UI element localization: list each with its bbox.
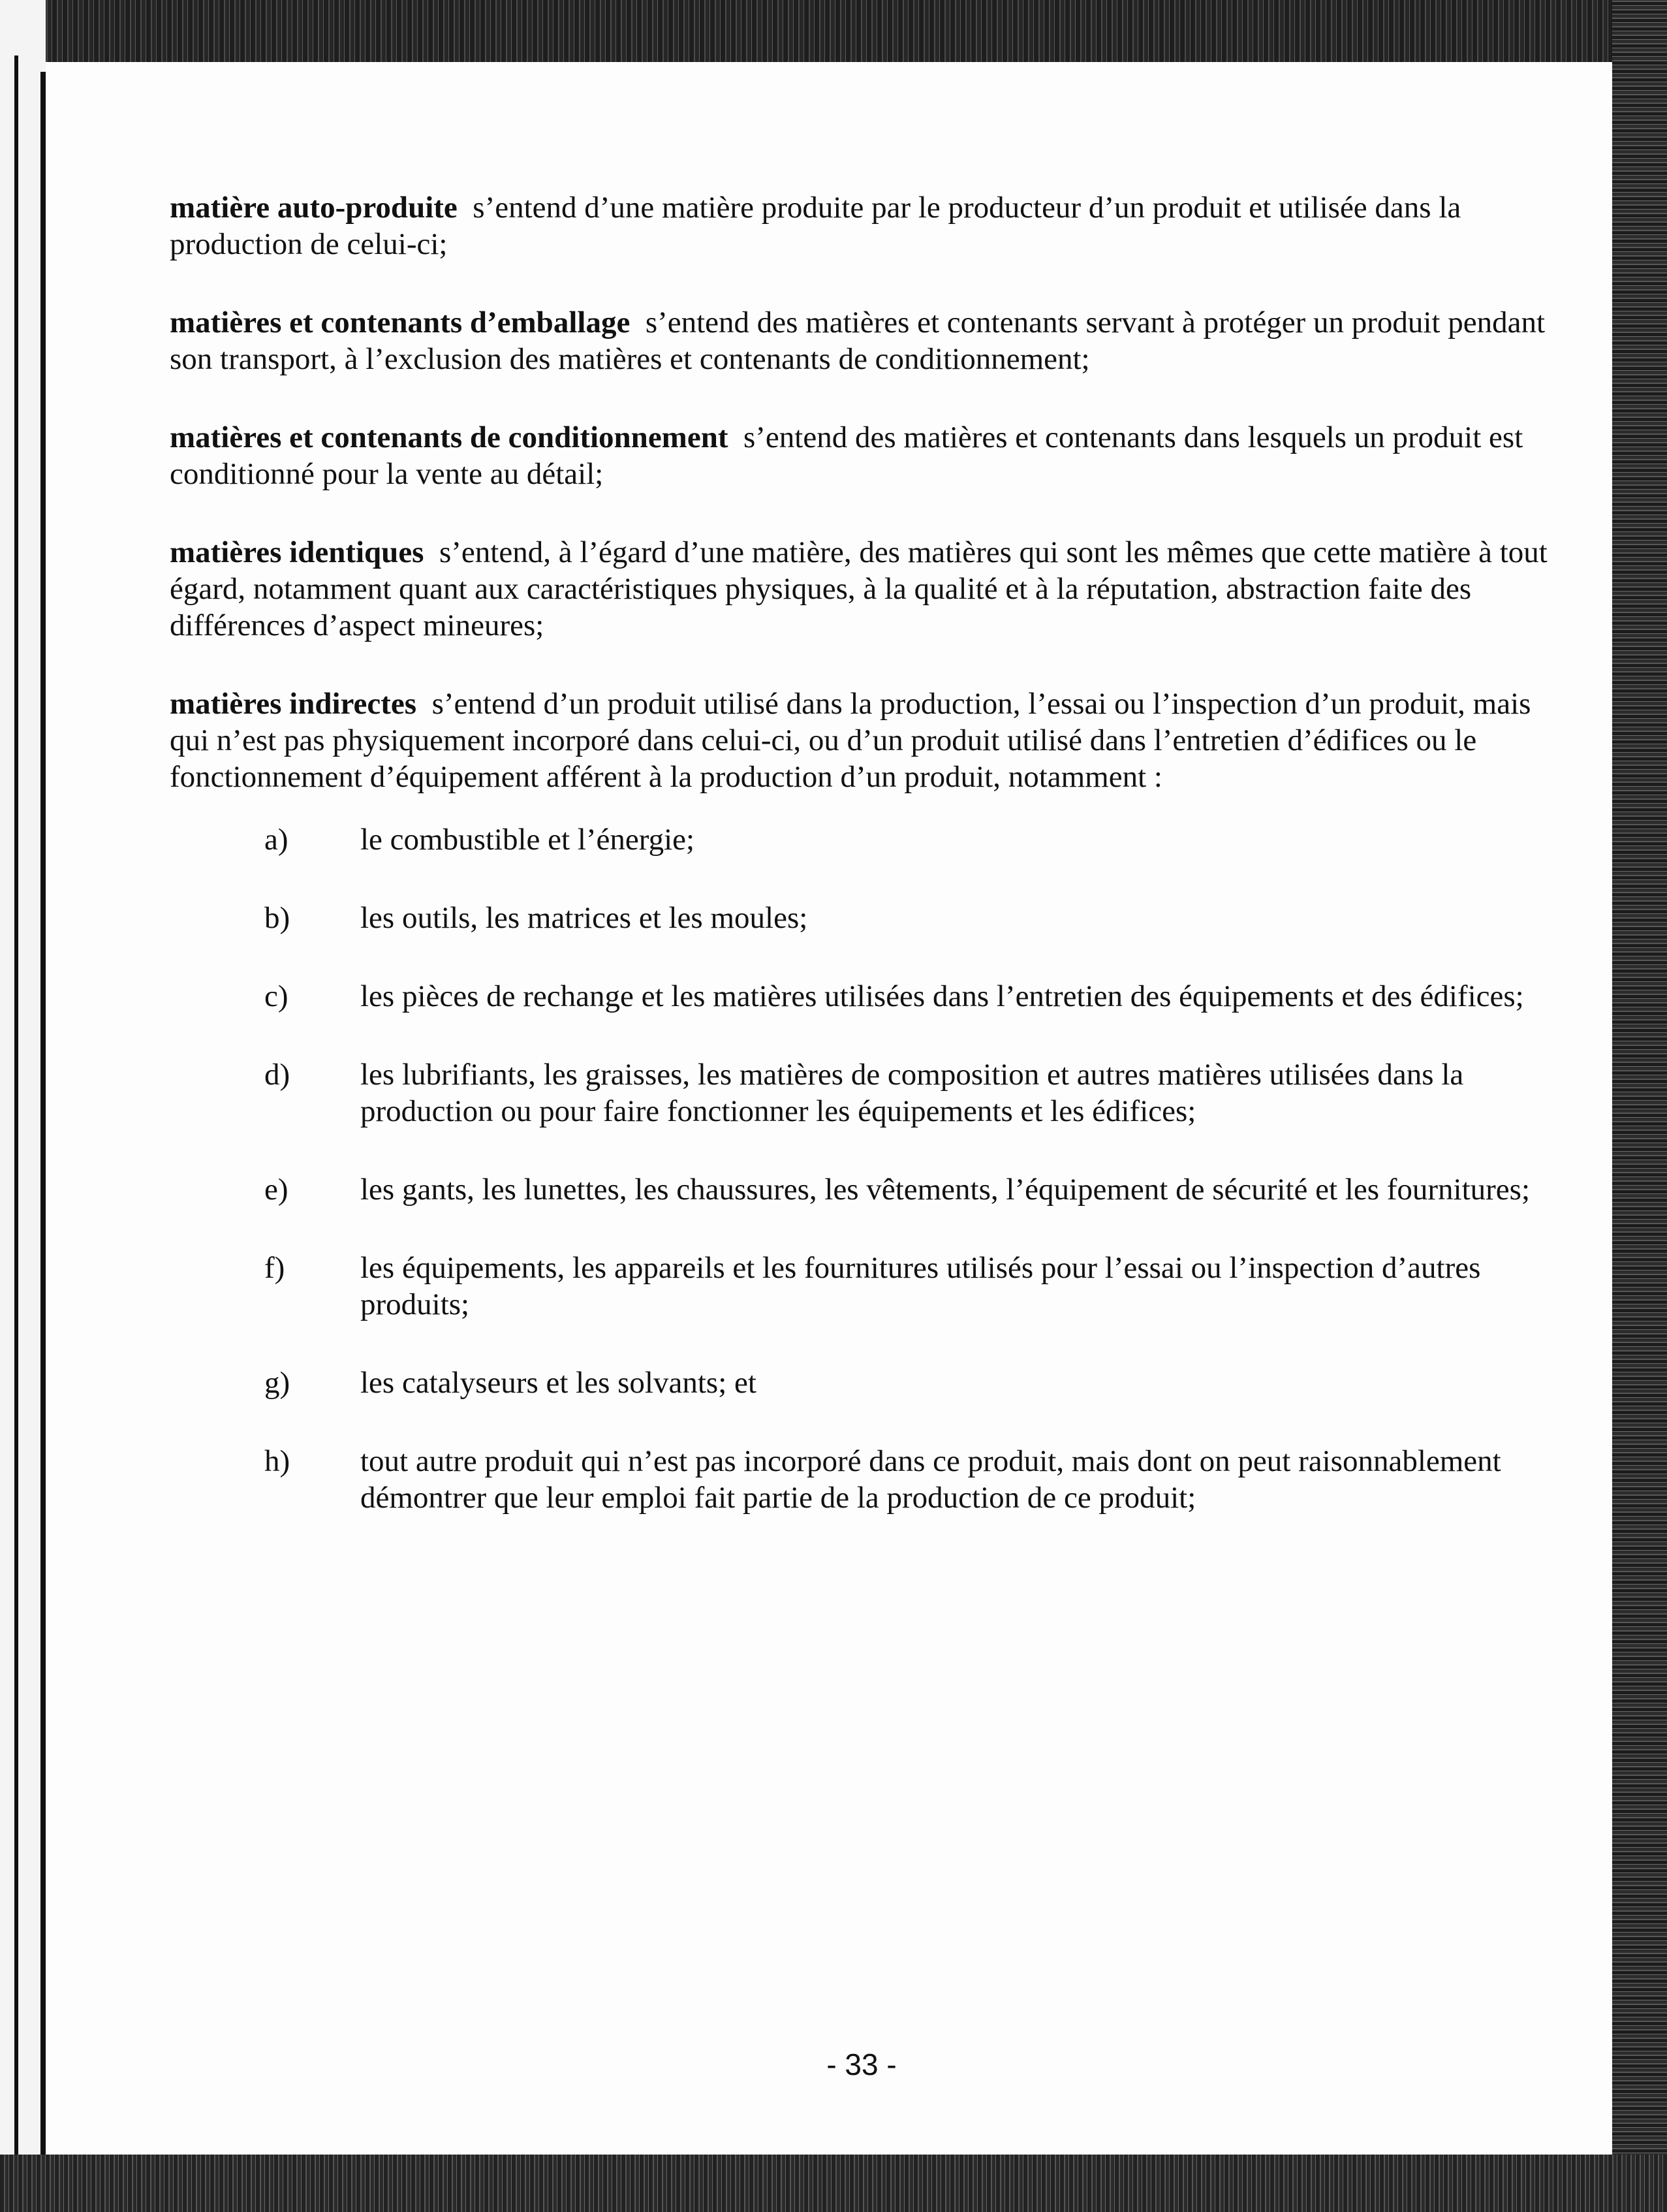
list-item-text: les catalyseurs et les solvants; et [360,1366,756,1400]
list-item [170,1171,1566,1208]
binding-rule-outer [14,55,18,2164]
definition-term: matières indirectes [170,687,417,721]
definition-term: matières et contenants d’emballage [170,306,631,340]
list-item-label: f) [264,1251,285,1285]
definition [170,189,1566,262]
list-item-text: les pièces de rechange et les matières utilisées dans l’entretien des équipements et des édifices; [360,979,1524,1013]
scan-margin-left [0,0,46,2212]
list-item-label: e) [264,1173,288,1207]
list-item-text: tout autre produit qui n’est pas incorporé dans ce produit, mais dont on peut raisonnablement démontrer que leur emploi fait partie de la production de ce produit; [360,1444,1501,1515]
binding-rule-inner [40,72,46,2155]
list-item [170,900,1566,936]
list-item [170,978,1566,1015]
definition-text: s’entend des matières et contenants dans lesquels un produit est conditionné pour la vente au détail; [170,420,1523,491]
list-item [170,821,1566,858]
definition [170,534,1566,644]
list-item-label: d) [264,1058,290,1092]
page-number: - 33 - [826,2047,897,2081]
definition-text: s’entend, à l’égard d’une matière, des matières qui sont les mêmes que cette matière à tout égard, notamment quant aux caractéristiques physiques, à la qualité et à la réputation, abstraction faite des différences d’aspect mineures; [170,535,1548,642]
list-item [170,1443,1566,1516]
scan-border-right [1612,0,1667,2212]
definition [170,304,1566,377]
indirect-materials-list [170,821,1566,1516]
definition-text: s’entend d’une matière produite par le producteur d’un produit et utilisée dans la production de celui-ci; [170,191,1461,261]
definition-term: matières identiques [170,535,424,569]
list-item-label: c) [264,979,288,1013]
definition-text: s’entend des matières et contenants servant à protéger un produit pendant son transport, à l’exclusion des matières et contenants de conditionnement; [170,306,1546,376]
definition-term: matière auto-produite [170,191,458,225]
list-item [170,1056,1566,1130]
list-item-label: a) [264,823,288,857]
definition-term: matières et contenants de conditionnement [170,420,728,454]
list-item-label: g) [264,1366,290,1400]
definition-text: s’entend d’un produit utilisé dans la production, l’essai ou l’inspection d’un produit, mais qui n’est pas physiquement incorporé dans celui-ci, ou d’un produit utilisé dans l’entretien d’édifices ou le fonctionnement d’équipement afférent à la production d’un produit, notamment : [170,687,1531,794]
list-item-label: h) [264,1444,290,1478]
list-item-text: les gants, les lunettes, les chaussures, les vêtements, l’équipement de sécurité et les fournitures; [360,1173,1531,1207]
list-item [170,1365,1566,1401]
list-item-text: le combustible et l’énergie; [360,823,695,857]
scan-border-top [0,0,1667,62]
list-item-text: les équipements, les appareils et les fournitures utilisés pour l’essai ou l’inspection d’autres produits; [360,1251,1481,1321]
list-item-label: b) [264,901,290,935]
document-page [46,62,1612,2155]
definition [170,686,1566,795]
list-item-text: les lubrifiants, les graisses, les matières de composition et autres matières utilisées dans la production ou pour faire fonctionner les équipements et les édifices; [360,1058,1464,1128]
page-content [170,189,1566,1558]
definition [170,419,1566,492]
scan-border-bottom [0,2155,1667,2212]
list-item [170,1250,1566,1323]
list-item-text: les outils, les matrices et les moules; [360,901,808,935]
